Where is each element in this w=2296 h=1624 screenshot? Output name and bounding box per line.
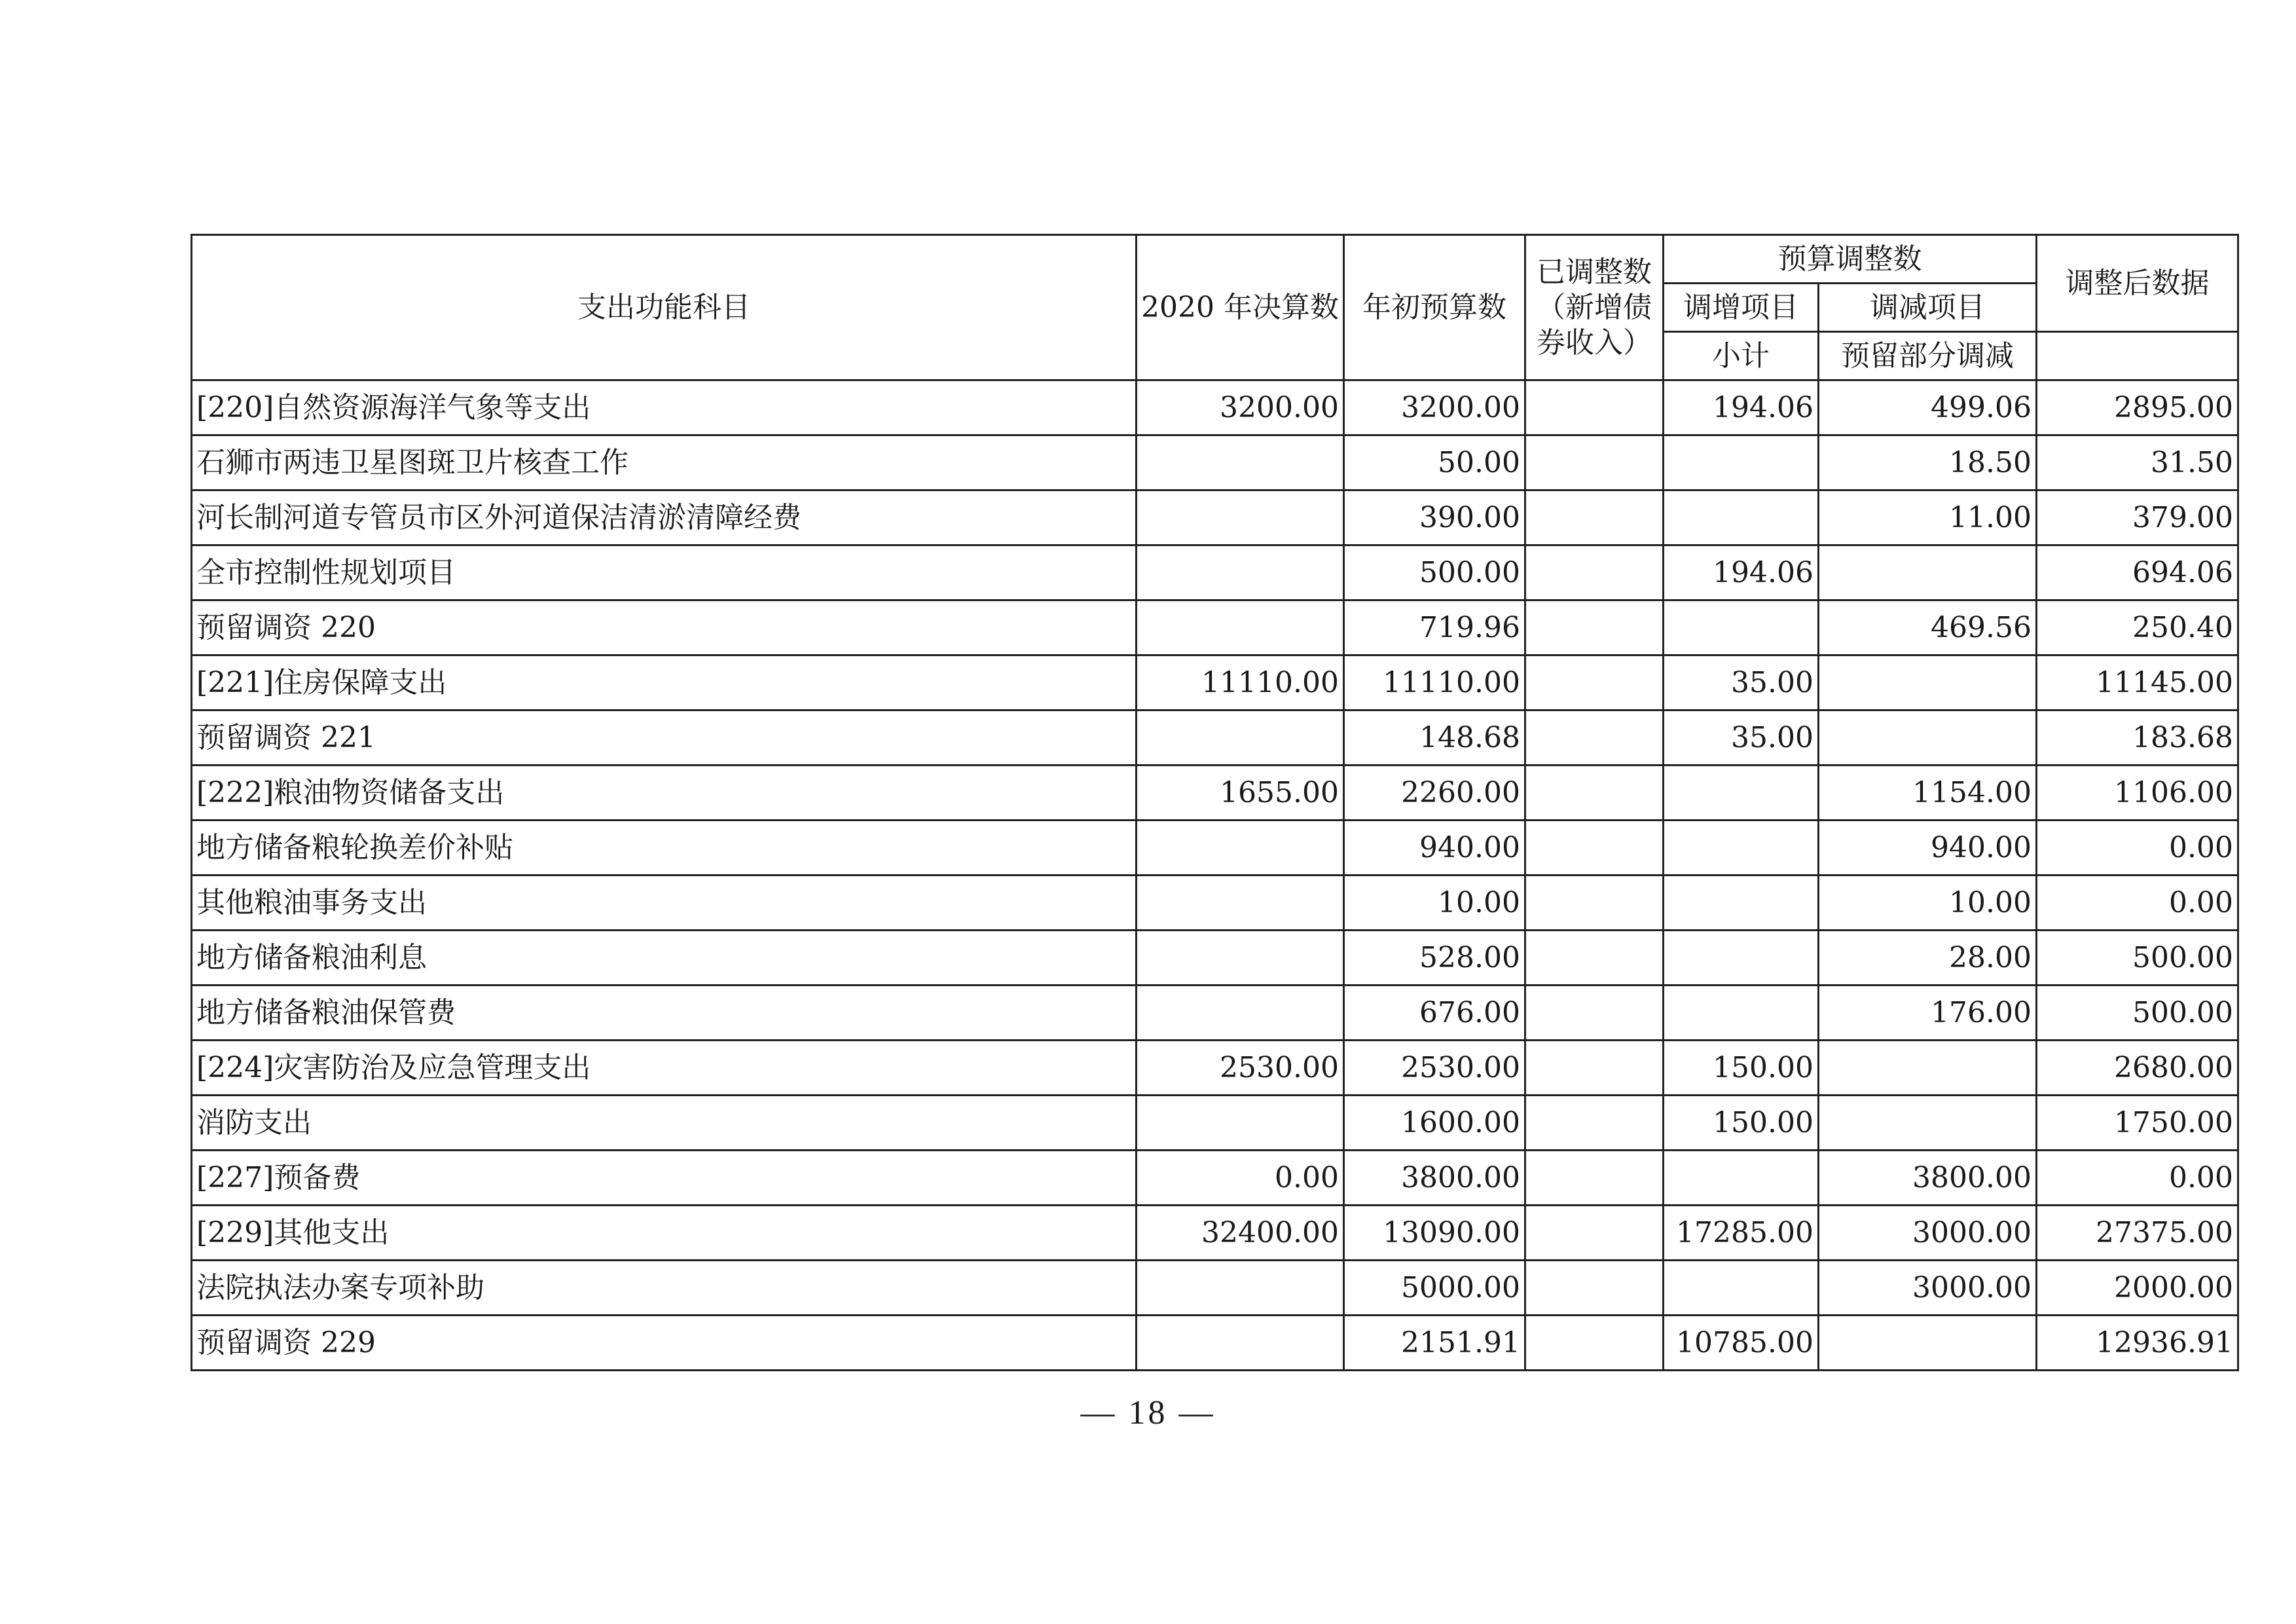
cell-adjusted (1525, 1206, 1664, 1261)
header-after-adjust-blank (2037, 332, 2238, 380)
cell-final-2020 (1137, 986, 1344, 1041)
header-subtotal: 小计 (1664, 332, 1819, 380)
cell-after-adjust: 2680.00 (2037, 1041, 2238, 1096)
cell-after-adjust: 183.68 (2037, 710, 2238, 766)
cell-increase: 35.00 (1664, 655, 1819, 710)
cell-increase: 150.00 (1664, 1096, 1819, 1151)
cell-subject: 河长制河道专管员市区外河道保洁清淤清障经费 (192, 490, 1137, 545)
header-after-adjust: 调整后数据 (2037, 235, 2238, 332)
cell-subject: [224]灾害防治及应急管理支出 (192, 1041, 1137, 1096)
cell-initial-budget: 3200.00 (1344, 380, 1525, 435)
cell-initial-budget: 3800.00 (1344, 1151, 1525, 1206)
cell-after-adjust: 500.00 (2037, 986, 2238, 1041)
header-decrease-items: 调减项目 (1819, 284, 2037, 332)
cell-subject: 预留调资 220 (192, 600, 1137, 655)
cell-after-adjust: 2895.00 (2037, 380, 2238, 435)
cell-initial-budget: 2151.91 (1344, 1316, 1525, 1371)
cell-increase (1664, 931, 1819, 986)
header-final-2020: 2020 年决算数 (1137, 235, 1344, 380)
cell-after-adjust: 27375.00 (2037, 1206, 2238, 1261)
cell-initial-budget: 5000.00 (1344, 1261, 1525, 1316)
cell-final-2020: 32400.00 (1137, 1206, 1344, 1261)
cell-subject: 预留调资 221 (192, 710, 1137, 766)
cell-decrease: 499.06 (1819, 380, 2037, 435)
cell-adjusted (1525, 545, 1664, 600)
cell-subject: [227]预备费 (192, 1151, 1137, 1206)
header-initial-budget: 年初预算数 (1344, 235, 1525, 380)
cell-decrease: 28.00 (1819, 931, 2037, 986)
table-row (192, 1151, 2238, 1206)
cell-decrease: 940.00 (1819, 821, 2037, 876)
cell-increase (1664, 876, 1819, 931)
cell-subject: 地方储备粮轮换差价补贴 (192, 821, 1137, 876)
cell-after-adjust: 0.00 (2037, 876, 2238, 931)
cell-after-adjust: 500.00 (2037, 931, 2238, 986)
table-row (192, 1316, 2238, 1371)
cell-initial-budget: 148.68 (1344, 710, 1525, 766)
cell-adjusted (1525, 1316, 1664, 1371)
cell-final-2020: 3200.00 (1137, 380, 1344, 435)
header-adjusted (1525, 235, 1664, 380)
table-row (192, 545, 2238, 600)
cell-after-adjust: 31.50 (2037, 435, 2238, 490)
cell-adjusted (1525, 600, 1664, 655)
cell-increase (1664, 821, 1819, 876)
table-row (192, 490, 2238, 545)
cell-initial-budget: 1600.00 (1344, 1096, 1525, 1151)
cell-initial-budget: 2530.00 (1344, 1041, 1525, 1096)
cell-initial-budget: 10.00 (1344, 876, 1525, 931)
cell-final-2020: 0.00 (1137, 1151, 1344, 1206)
cell-increase: 35.00 (1664, 710, 1819, 766)
cell-after-adjust: 0.00 (2037, 1151, 2238, 1206)
cell-increase: 194.06 (1664, 545, 1819, 600)
header-adjusted-line-3: 券收入） (1537, 325, 1652, 360)
cell-final-2020 (1137, 821, 1344, 876)
cell-adjusted (1525, 876, 1664, 931)
cell-subject: 预留调资 229 (192, 1316, 1137, 1371)
table-row (192, 435, 2238, 490)
header-adjusted-line-2: （新增债 (1537, 290, 1652, 324)
cell-final-2020 (1137, 1316, 1344, 1371)
cell-subject: [229]其他支出 (192, 1206, 1137, 1261)
header-increase-items: 调增项目 (1664, 284, 1819, 332)
cell-initial-budget: 528.00 (1344, 931, 1525, 986)
cell-final-2020: 2530.00 (1137, 1041, 1344, 1096)
cell-decrease (1819, 1096, 2037, 1151)
cell-subject: 全市控制性规划项目 (192, 545, 1137, 600)
table-header (192, 235, 2238, 380)
cell-after-adjust: 379.00 (2037, 490, 2238, 545)
table-row (192, 380, 2238, 435)
cell-increase (1664, 435, 1819, 490)
cell-after-adjust: 250.40 (2037, 600, 2238, 655)
table-row (192, 766, 2238, 821)
cell-final-2020 (1137, 490, 1344, 545)
cell-decrease: 176.00 (1819, 986, 2037, 1041)
cell-subject: 消防支出 (192, 1096, 1137, 1151)
cell-decrease: 11.00 (1819, 490, 2037, 545)
cell-subject: [221]住房保障支出 (192, 655, 1137, 710)
cell-decrease (1819, 655, 2037, 710)
header-adjusted-line-1: 已调整数 (1537, 255, 1652, 289)
cell-adjusted (1525, 986, 1664, 1041)
cell-after-adjust: 1106.00 (2037, 766, 2238, 821)
cell-initial-budget: 676.00 (1344, 986, 1525, 1041)
cell-subject: 法院执法办案专项补助 (192, 1261, 1137, 1316)
cell-after-adjust: 1750.00 (2037, 1096, 2238, 1151)
cell-adjusted (1525, 931, 1664, 986)
table-row (192, 1096, 2238, 1151)
page-number: — 18 — (1080, 1394, 1216, 1431)
header-budget-adjust: 预算调整数 (1664, 235, 2037, 284)
cell-initial-budget: 940.00 (1344, 821, 1525, 876)
cell-after-adjust: 694.06 (2037, 545, 2238, 600)
cell-increase (1664, 1151, 1819, 1206)
cell-decrease (1819, 1041, 2037, 1096)
cell-increase: 10785.00 (1664, 1316, 1819, 1371)
cell-decrease: 3800.00 (1819, 1151, 2037, 1206)
cell-subject: 地方储备粮油保管费 (192, 986, 1137, 1041)
cell-decrease: 18.50 (1819, 435, 2037, 490)
table-row (192, 655, 2238, 710)
cell-initial-budget: 390.00 (1344, 490, 1525, 545)
cell-final-2020 (1137, 1261, 1344, 1316)
cell-decrease: 3000.00 (1819, 1261, 2037, 1316)
cell-decrease: 469.56 (1819, 600, 2037, 655)
cell-adjusted (1525, 655, 1664, 710)
header-reserved-decrease: 预留部分调减 (1819, 332, 2037, 380)
cell-final-2020 (1137, 876, 1344, 931)
table-row (192, 821, 2238, 876)
cell-adjusted (1525, 1096, 1664, 1151)
cell-after-adjust: 12936.91 (2037, 1316, 2238, 1371)
cell-initial-budget: 2260.00 (1344, 766, 1525, 821)
cell-decrease: 1154.00 (1819, 766, 2037, 821)
table-row (192, 600, 2238, 655)
cell-increase (1664, 766, 1819, 821)
cell-final-2020 (1137, 600, 1344, 655)
cell-decrease (1819, 545, 2037, 600)
cell-subject: 石狮市两违卫星图斑卫片核查工作 (192, 435, 1137, 490)
cell-subject: 其他粮油事务支出 (192, 876, 1137, 931)
table-row (192, 1041, 2238, 1096)
cell-increase (1664, 1261, 1819, 1316)
cell-adjusted (1525, 821, 1664, 876)
cell-decrease: 3000.00 (1819, 1206, 2037, 1261)
cell-increase: 194.06 (1664, 380, 1819, 435)
cell-after-adjust: 11145.00 (2037, 655, 2238, 710)
cell-decrease: 10.00 (1819, 876, 2037, 931)
table-body (192, 380, 2238, 1371)
cell-adjusted (1525, 1151, 1664, 1206)
cell-adjusted (1525, 380, 1664, 435)
budget-adjustment-table (191, 234, 2239, 1371)
cell-initial-budget: 500.00 (1344, 545, 1525, 600)
cell-final-2020 (1137, 931, 1344, 986)
header-subject: 支出功能科目 (192, 235, 1137, 380)
cell-increase: 150.00 (1664, 1041, 1819, 1096)
cell-adjusted (1525, 490, 1664, 545)
cell-initial-budget: 50.00 (1344, 435, 1525, 490)
table-row (192, 876, 2238, 931)
cell-final-2020: 1655.00 (1137, 766, 1344, 821)
cell-decrease (1819, 710, 2037, 766)
cell-increase (1664, 986, 1819, 1041)
cell-after-adjust: 2000.00 (2037, 1261, 2238, 1316)
cell-final-2020 (1137, 1096, 1344, 1151)
cell-after-adjust: 0.00 (2037, 821, 2238, 876)
cell-subject: 地方储备粮油利息 (192, 931, 1137, 986)
table-row (192, 931, 2238, 986)
cell-increase: 17285.00 (1664, 1206, 1819, 1261)
cell-final-2020 (1137, 545, 1344, 600)
cell-final-2020 (1137, 710, 1344, 766)
cell-subject: [222]粮油物资储备支出 (192, 766, 1137, 821)
cell-adjusted (1525, 1041, 1664, 1096)
table-row (192, 1261, 2238, 1316)
cell-initial-budget: 719.96 (1344, 600, 1525, 655)
cell-initial-budget: 11110.00 (1344, 655, 1525, 710)
cell-adjusted (1525, 435, 1664, 490)
table-row (192, 1206, 2238, 1261)
cell-adjusted (1525, 1261, 1664, 1316)
table-row (192, 710, 2238, 766)
cell-final-2020: 11110.00 (1137, 655, 1344, 710)
cell-subject: [220]自然资源海洋气象等支出 (192, 380, 1137, 435)
cell-adjusted (1525, 766, 1664, 821)
cell-increase (1664, 600, 1819, 655)
cell-initial-budget: 13090.00 (1344, 1206, 1525, 1261)
cell-decrease (1819, 1316, 2037, 1371)
cell-final-2020 (1137, 435, 1344, 490)
cell-increase (1664, 490, 1819, 545)
table-row (192, 986, 2238, 1041)
cell-adjusted (1525, 710, 1664, 766)
